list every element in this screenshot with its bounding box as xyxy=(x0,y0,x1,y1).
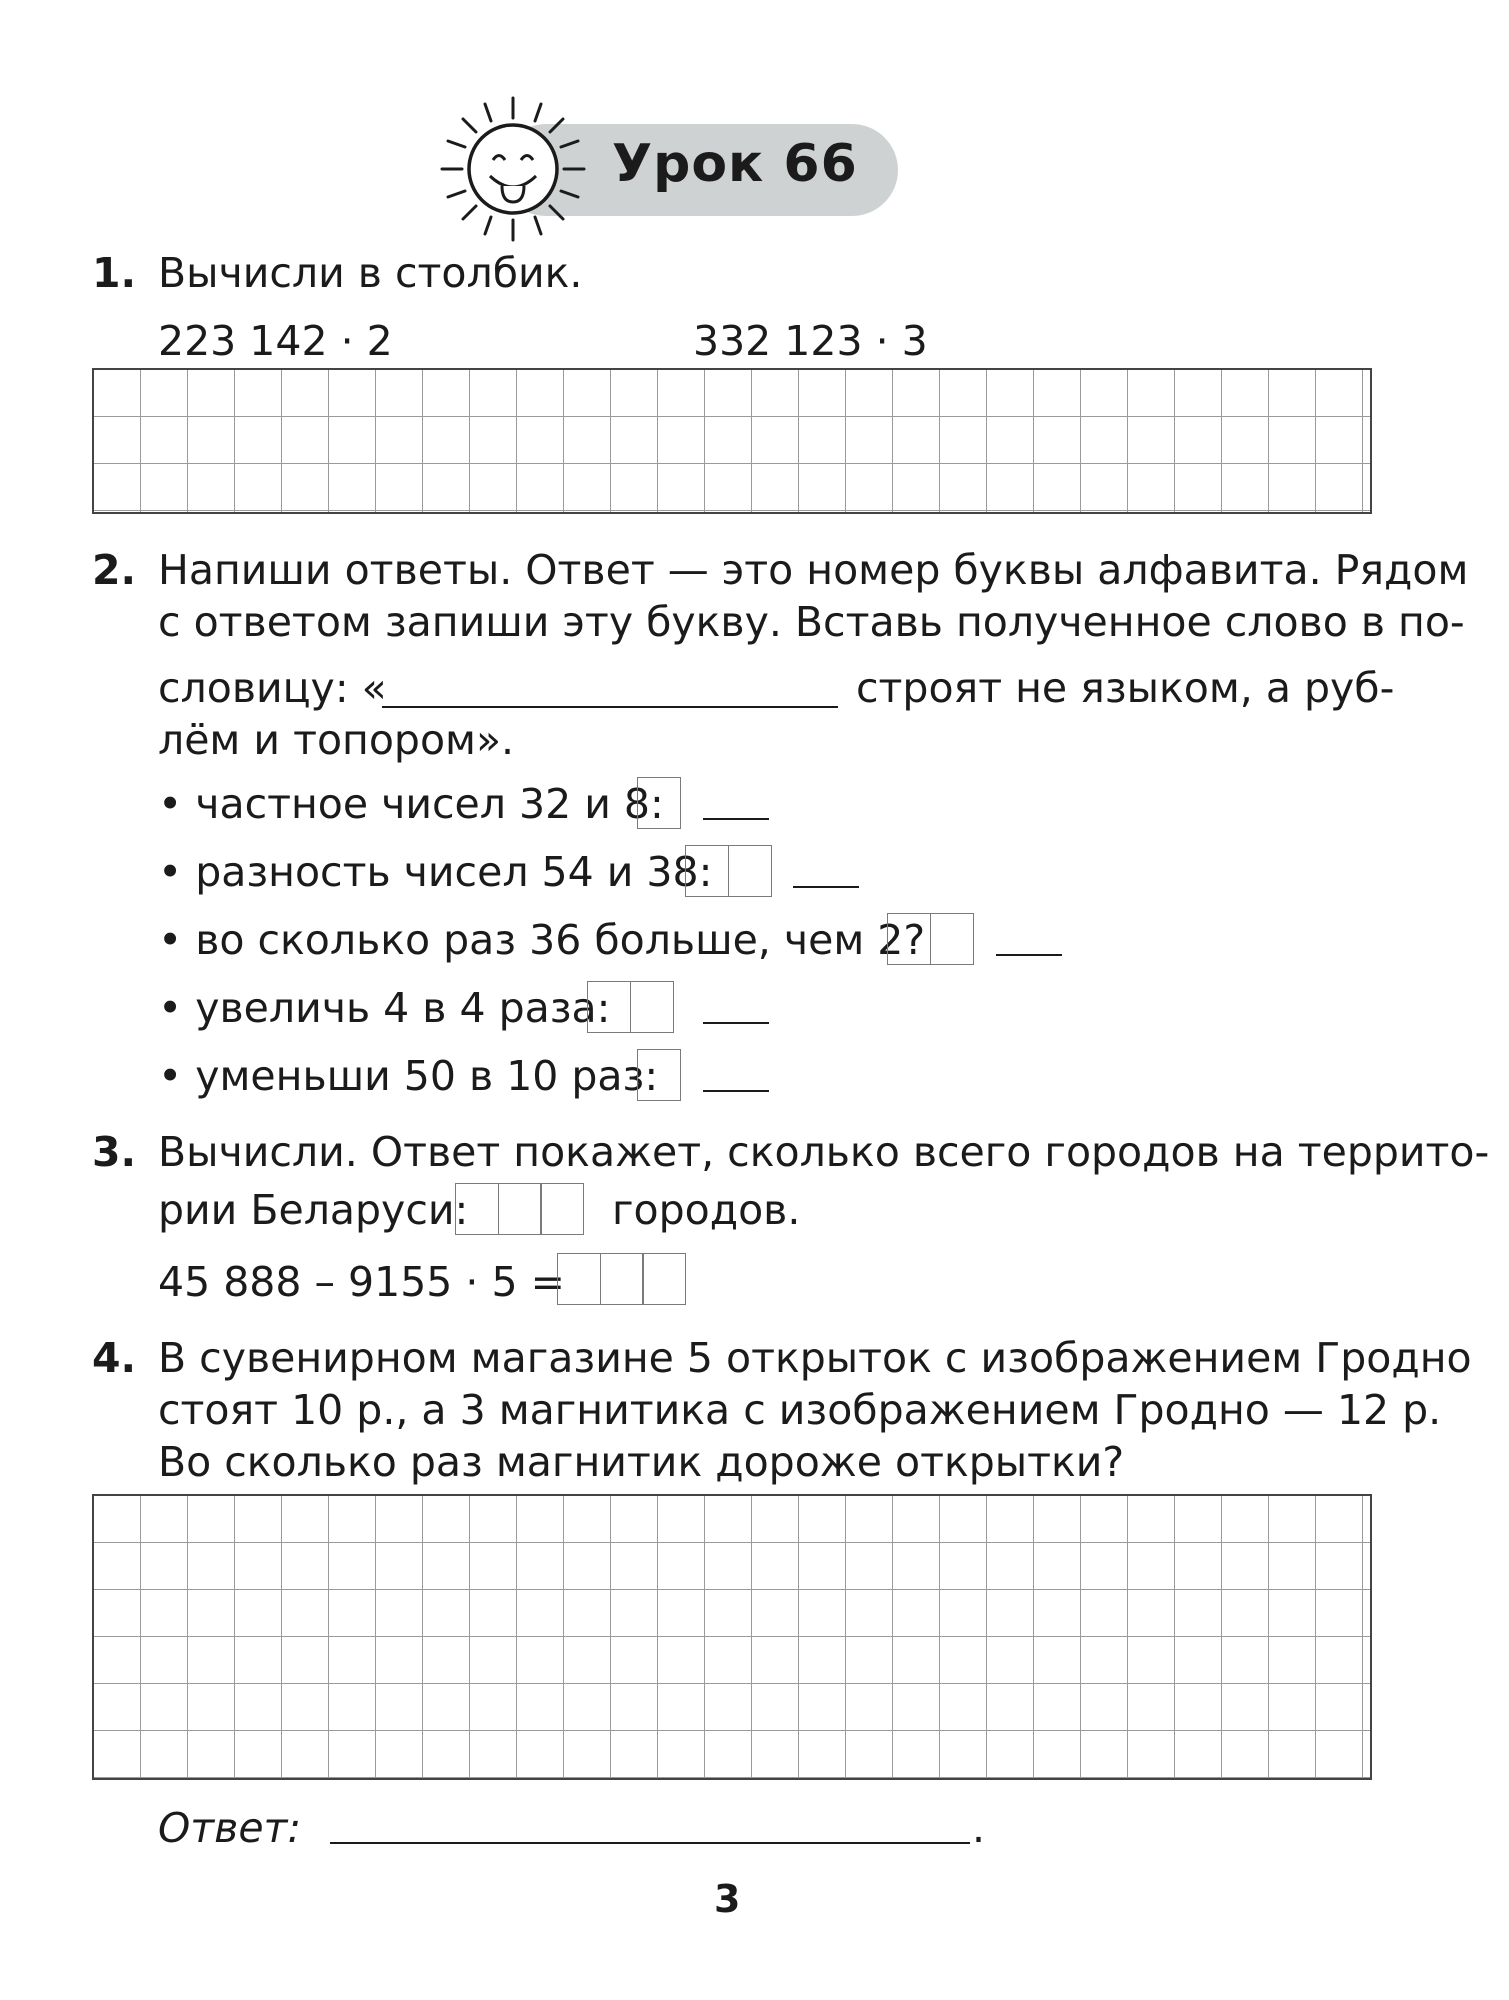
task-3-line-1: Вычисли. Ответ покажет, сколько всего городов на террито- xyxy=(158,1128,1490,1176)
task-2-item-1-letter-blank[interactable] xyxy=(703,794,769,820)
task-2-item-4-letter-blank[interactable] xyxy=(703,998,769,1024)
task-2-item-5-letter-blank[interactable] xyxy=(703,1066,769,1092)
answer-box[interactable] xyxy=(930,913,974,965)
task-2-line-3-start: словицу: « xyxy=(158,664,387,712)
task-2-item-2-letter-blank[interactable] xyxy=(793,862,859,888)
task-1-expression-left: 223 142 · 2 xyxy=(158,317,393,365)
answer-box[interactable] xyxy=(642,1253,686,1305)
task-2-item-3-answer-boxes[interactable] xyxy=(887,913,974,965)
task-1-number: 1. xyxy=(92,249,137,297)
answer-box[interactable] xyxy=(600,1253,644,1305)
answer-box[interactable] xyxy=(557,1253,601,1305)
answer-blank[interactable] xyxy=(330,1812,970,1844)
answer-box[interactable] xyxy=(630,981,674,1033)
task-4-solution-grid[interactable] xyxy=(92,1494,1372,1780)
task-4-line-3: Во сколько раз магнитик дороже открытки? xyxy=(158,1438,1125,1486)
answer-box[interactable] xyxy=(540,1183,584,1235)
task-2-item-2: • разность чисел 54 и 38: xyxy=(158,848,713,896)
task-4-line-1: В сувенирном магазине 5 открыток с изображением Гродно xyxy=(158,1334,1472,1382)
answer-box[interactable] xyxy=(637,1049,681,1101)
task-1-expression-right: 332 123 · 3 xyxy=(693,317,928,365)
task-1-instruction: Вычисли в столбик. xyxy=(158,249,583,297)
smiling-sun-icon xyxy=(438,94,588,244)
task-2-item-3: • во сколько раз 36 больше, чем 2? xyxy=(158,916,926,964)
task-3-line-2-end: городов. xyxy=(612,1186,801,1234)
answer-box[interactable] xyxy=(498,1183,542,1235)
answer-box[interactable] xyxy=(728,845,772,897)
task-2-line-2: с ответом запиши эту букву. Вставь полученное слово в по- xyxy=(158,598,1465,646)
lesson-title: Урок 66 xyxy=(612,134,858,194)
task-2-item-1-answer-boxes[interactable] xyxy=(637,777,681,829)
task-2-item-5-answer-boxes[interactable] xyxy=(637,1049,681,1101)
task-4-number: 4. xyxy=(92,1334,137,1382)
task-2-item-4: • увеличь 4 в 4 раза: xyxy=(158,984,611,1032)
task-2-line-1: Напиши ответы. Ответ — это номер буквы алфавита. Рядом xyxy=(158,546,1469,594)
page-number: 3 xyxy=(714,1877,741,1921)
answer-box[interactable] xyxy=(587,981,631,1033)
task-3-expression-answer-boxes[interactable] xyxy=(557,1253,686,1305)
answer-box[interactable] xyxy=(455,1183,499,1235)
task-2-line-3-end: строят не языком, а руб- xyxy=(856,664,1395,712)
task-2-item-2-answer-boxes[interactable] xyxy=(685,845,772,897)
answer-box[interactable] xyxy=(637,777,681,829)
answer-box[interactable] xyxy=(685,845,729,897)
task-2-line-4: лём и топором». xyxy=(158,716,515,764)
answer-box[interactable] xyxy=(887,913,931,965)
task-3-cities-answer-boxes[interactable] xyxy=(455,1183,584,1235)
task-3-number: 3. xyxy=(92,1128,137,1176)
answer-end-period: . xyxy=(972,1804,986,1852)
task-2-item-3-letter-blank[interactable] xyxy=(996,930,1062,956)
task-2-item-1: • частное чисел 32 и 8: xyxy=(158,780,664,828)
task-2-number: 2. xyxy=(92,546,137,594)
task-4-line-2: стоят 10 р., а 3 магнитика с изображением Гродно — 12 р. xyxy=(158,1386,1442,1434)
task-1-answer-grid[interactable] xyxy=(92,368,1372,514)
task-3-line-2-start: рии Беларуси: xyxy=(158,1186,469,1234)
task-3-expression: 45 888 – 9155 · 5 = xyxy=(158,1258,565,1306)
task-2-item-5: • уменьши 50 в 10 раз: xyxy=(158,1052,659,1100)
answer-label: Ответ: xyxy=(158,1804,302,1852)
task-2-item-4-answer-boxes[interactable] xyxy=(587,981,674,1033)
proverb-word-blank[interactable] xyxy=(382,676,838,708)
